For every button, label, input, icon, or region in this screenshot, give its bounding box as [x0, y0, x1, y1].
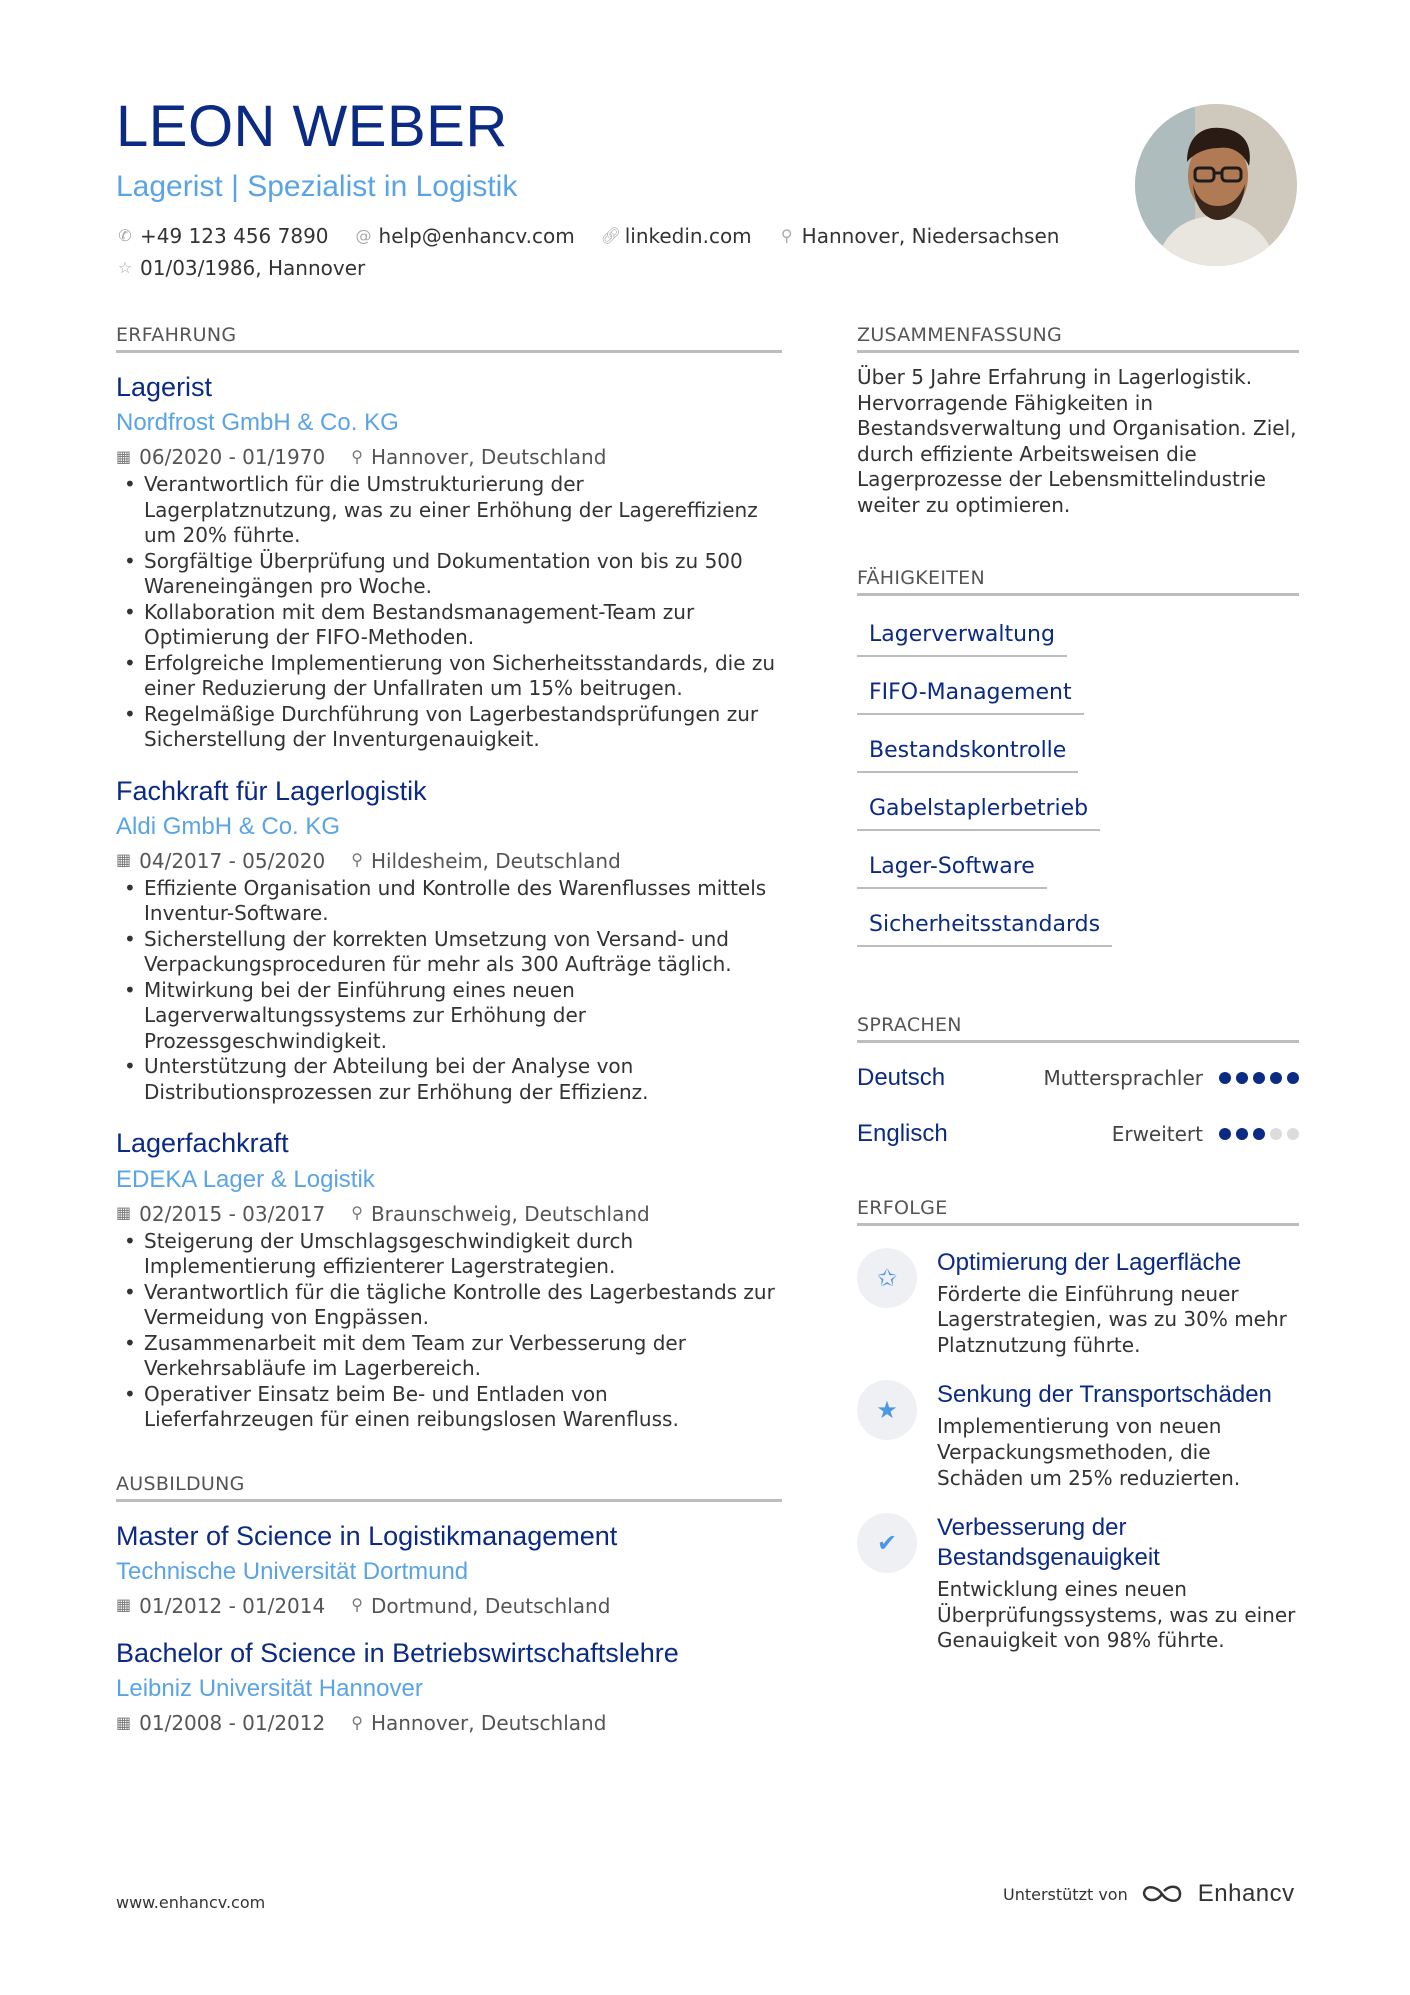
school-name: Leibniz Universität Hannover [116, 1675, 423, 1703]
bullet-item: • Mitwirkung bei der Einführung eines neuen Lagerverwaltungssystems zur Erhöhung der Prozessgeschwindigkeit. [116, 978, 782, 1055]
job-bullets [116, 472, 782, 753]
rating-dot-filled [1253, 1128, 1265, 1140]
job-title: Lagerist [116, 372, 213, 402]
language-item [857, 1057, 1299, 1099]
job-location: Hildesheim, Deutschland [370, 848, 621, 873]
contact-phone [116, 220, 329, 252]
email-text[interactable]: help@enhancv.com [378, 224, 575, 248]
achievement-item [857, 1248, 1299, 1359]
location-pin-icon: ⚲ [351, 446, 363, 466]
education-heading: AUSBILDUNG [116, 1473, 782, 1502]
rating-dot-filled [1236, 1072, 1248, 1084]
skill-tag: Lager-Software [857, 840, 1047, 889]
company-name: EDEKA Lager & Logistik [116, 1165, 375, 1193]
skill-tag: Lagerverwaltung [857, 608, 1067, 657]
phone-icon: ✆ [118, 226, 132, 245]
job-location: Hannover, Deutschland [370, 445, 607, 470]
language-rating [1219, 1128, 1299, 1140]
job-bullets [116, 1229, 782, 1433]
skill-tag: Gabelstaplerbetrieb [857, 782, 1100, 831]
location-pin-icon: ⚲ [780, 226, 793, 245]
bullet-item: • Operativer Einsatz beim Be- und Entladen von Lieferfahrzeugen für einen reibungslosen Warenfluss. [116, 1382, 782, 1433]
languages-heading: SPRACHEN [857, 1014, 1299, 1043]
education-location: Dortmund, Deutschland [370, 1593, 611, 1618]
achievement-title: Optimierung der Lagerfläche [937, 1248, 1242, 1276]
check-icon: ✔ [857, 1513, 917, 1573]
profile-photo [1135, 104, 1297, 266]
language-name: Deutsch [857, 1063, 946, 1091]
achievement-item [857, 1513, 1299, 1654]
star-outline-icon: ✩ [857, 1248, 917, 1308]
star-outline-icon: ☆ [117, 258, 133, 277]
skill-tag: Sicherheitsstandards [857, 898, 1112, 947]
language-level: Muttersprachler [1043, 1065, 1203, 1090]
calendar-icon: ▦ [116, 1712, 132, 1732]
bullet-item: • Verantwortlich für die tägliche Kontrolle des Lagerbestands zur Vermeidung von Engpässen. [116, 1280, 782, 1331]
location-pin-icon: ⚲ [351, 1595, 363, 1615]
bullet-item: • Unterstützung der Abteilung bei der Analyse von Distributionsprozessen zur Erhöhung der Effizienz. [116, 1054, 782, 1105]
job-dates: 02/2015 - 03/2017 [139, 1201, 326, 1226]
calendar-icon: ▦ [116, 850, 132, 870]
bullet-item: • Kollaboration mit dem Bestandsmanagement-Team zur Optimierung der FIFO-Methoden. [116, 600, 782, 651]
job-title: Lagerfachkraft [116, 1128, 289, 1159]
education-location: Hannover, Deutschland [370, 1710, 607, 1735]
language-item [857, 1113, 1299, 1155]
skill-tag: FIFO-Management [857, 666, 1084, 715]
job-meta [116, 1201, 782, 1227]
language-rating [1219, 1072, 1299, 1084]
job-dates: 06/2020 - 01/1970 [139, 445, 326, 470]
phone-text: +49 123 456 7890 [140, 224, 329, 248]
rating-dot-empty [1287, 1128, 1299, 1140]
brand-name: Enhancv [1197, 1880, 1295, 1907]
job-dates: 04/2017 - 05/2020 [139, 848, 326, 873]
company-name: Aldi GmbH & Co. KG [116, 813, 341, 841]
calendar-icon: ▦ [116, 1595, 132, 1615]
rating-dot-filled [1219, 1072, 1231, 1084]
achievement-text: Förderte die Einführung neuer Lagerstrategien, was zu 30% mehr Platznutzung führte. [937, 1281, 1287, 1357]
calendar-icon: ▦ [116, 1203, 132, 1223]
summary-text: Über 5 Jahre Erfahrung in Lagerlogistik. Hervorragende Fähigkeiten in Bestandsverwaltung und Organisation. Ziel, durch effiziente Arbeitsweisen die Lagerprozesse der Lebensmittelindustrie weiter zu optimieren. [857, 365, 1297, 517]
achievement-text: Implementierung von neuen Verpackungsmethoden, die Schäden um 25% reduzierten. [937, 1414, 1241, 1490]
bullet-item: • Verantwortlich für die Umstrukturierung der Lagerplatznutzung, was zu einer Erhöhung der Lagereffizienz um 20% führte. [116, 472, 782, 549]
bullet-item: • Steigerung der Umschlagsgeschwindigkeit durch Implementierung effizienterer Lagerstrategien. [116, 1229, 782, 1280]
skills-heading: FÄHIGKEITEN [857, 567, 1299, 596]
location-pin-icon: ⚲ [351, 850, 363, 870]
contact-email[interactable] [355, 220, 575, 252]
calendar-icon: ▦ [116, 446, 132, 466]
skills-list [857, 608, 1299, 956]
rating-dot-filled [1236, 1128, 1248, 1140]
education-meta [116, 1710, 782, 1736]
contact-info [116, 220, 1116, 284]
degree-title: Master of Science in Logistikmanagement [116, 1520, 618, 1551]
education-dates: 01/2008 - 01/2012 [139, 1710, 326, 1735]
education-item [116, 1637, 782, 1736]
achievement-title: Verbesserung der Bestandsgenauigkeit [937, 1514, 1160, 1572]
footer-branding[interactable] [1003, 1880, 1295, 1908]
language-name: Englisch [857, 1119, 948, 1147]
candidate-title: Lagerist | Spezialist in Logistik [116, 170, 518, 203]
powered-by-text: Unterstützt von [1003, 1884, 1128, 1904]
website-text[interactable]: linkedin.com [624, 224, 752, 248]
experience-heading: ERFAHRUNG [116, 324, 782, 353]
location-pin-icon: ⚲ [351, 1203, 363, 1223]
contact-birth [116, 252, 365, 284]
contact-location [778, 220, 1060, 252]
experience-item [116, 371, 782, 753]
bullet-item: • Regelmäßige Durchführung von Lagerbestandsprüfungen zur Sicherstellung der Inventurgenauigkeit. [116, 702, 782, 753]
bullet-item: • Sorgfältige Überprüfung und Dokumentation von bis zu 500 Wareneingängen pro Woche. [116, 549, 782, 600]
star-icon: ★ [857, 1380, 917, 1440]
location-pin-icon: ⚲ [351, 1712, 363, 1732]
experience-item [116, 775, 782, 1106]
at-icon: @ [355, 226, 372, 245]
language-level: Erweitert [1111, 1121, 1203, 1146]
birth-text: 01/03/1986, Hannover [140, 256, 366, 280]
achievements-heading: ERFOLGE [857, 1197, 1299, 1226]
rating-dot-empty [1270, 1128, 1282, 1140]
achievement-title: Senkung der Transportschäden [937, 1381, 1272, 1409]
job-meta [116, 848, 782, 874]
summary-heading: ZUSAMMENFASSUNG [857, 324, 1299, 353]
rating-dot-filled [1253, 1072, 1265, 1084]
school-name: Technische Universität Dortmund [116, 1557, 469, 1585]
right-column [857, 324, 1299, 1654]
contact-website[interactable] [601, 220, 752, 252]
degree-title: Bachelor of Science in Betriebswirtschaftslehre [116, 1637, 679, 1668]
job-title: Fachkraft für Lagerlogistik [116, 775, 427, 806]
rating-dot-filled [1287, 1072, 1299, 1084]
achievement-item [857, 1380, 1299, 1491]
resume-header [116, 94, 1116, 284]
job-bullets [116, 876, 782, 1106]
company-name: Nordfrost GmbH & Co. KG [116, 409, 399, 437]
location-text: Hannover, Niedersachsen [801, 224, 1060, 248]
link-icon: 🔗︎ [600, 226, 622, 245]
rating-dot-filled [1219, 1128, 1231, 1140]
bullet-item: • Erfolgreiche Implementierung von Sicherheitsstandards, die zu einer Reduzierung der Unfallraten um 15% beitrugen. [116, 651, 782, 702]
job-location: Braunschweig, Deutschland [370, 1201, 650, 1226]
left-column [116, 324, 782, 1736]
education-dates: 01/2012 - 01/2014 [139, 1593, 326, 1618]
education-meta [116, 1593, 782, 1619]
bullet-item: • Zusammenarbeit mit dem Team zur Verbesserung der Verkehrsabläufe im Lagerbereich. [116, 1331, 782, 1382]
candidate-name: LEON WEBER [116, 94, 508, 159]
footer-website[interactable]: www.enhancv.com [116, 1893, 266, 1912]
education-item [116, 1520, 782, 1619]
bullet-item: • Sicherstellung der korrekten Umsetzung von Versand- und Verpackungsproceduren für mehr als 300 Aufträge täglich. [116, 927, 782, 978]
job-meta [116, 444, 782, 470]
experience-item [116, 1127, 782, 1432]
rating-dot-filled [1270, 1072, 1282, 1084]
enhancv-logo-icon [1140, 1881, 1186, 1907]
achievement-text: Entwicklung eines neuen Überprüfungssystems, was zu einer Genauigkeit von 98% führte. [937, 1577, 1296, 1653]
skill-tag: Bestandskontrolle [857, 724, 1078, 773]
bullet-item: • Effiziente Organisation und Kontrolle des Warenflusses mittels Inventur-Software. [116, 876, 782, 927]
